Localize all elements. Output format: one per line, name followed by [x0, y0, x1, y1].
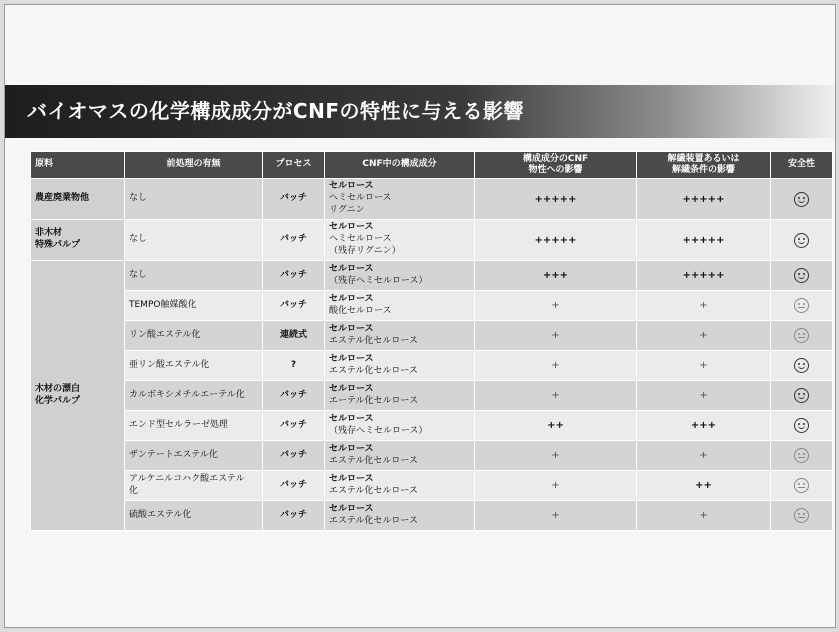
- component-secondary: エステル化セルロース: [329, 515, 418, 526]
- safety-cell: [771, 381, 833, 411]
- pretreatment-cell: アルケニルコハク酸エステル 化: [125, 471, 263, 501]
- raw-material-cell: 木材の漂白 化学パルプ: [31, 261, 125, 531]
- components-cell: [325, 321, 475, 351]
- process-cell: バッチ: [263, 179, 325, 220]
- component-secondary: 酸化セルロース: [329, 305, 392, 316]
- component-secondary: エステル化セルロース: [329, 485, 418, 496]
- header-row: [31, 152, 833, 179]
- table-row: [31, 501, 833, 531]
- component-primary: セルロース: [329, 383, 374, 394]
- fibrillation-effect-cell: +++++: [637, 179, 771, 220]
- header-process: プロセス: [263, 152, 325, 179]
- component-primary: セルロース: [329, 443, 374, 454]
- table-row: [31, 179, 833, 220]
- safety-cell: [771, 471, 833, 501]
- components-cell: [325, 411, 475, 441]
- slide-page: [4, 4, 836, 628]
- slide-title: バイオマスの化学構成成分がCNFの特性に与える影響: [27, 99, 524, 123]
- header-safety: 安全性: [771, 152, 833, 179]
- fibrillation-effect-cell: +: [637, 441, 771, 471]
- safety-cell: [771, 321, 833, 351]
- property-effect-cell: +++: [475, 261, 637, 291]
- table-row: [31, 220, 833, 261]
- process-cell: ?: [263, 351, 325, 381]
- property-effect-cell: +: [475, 441, 637, 471]
- component-secondary: エーテル化セルロース: [329, 395, 419, 406]
- safety-cell: [771, 291, 833, 321]
- components-cell: [325, 179, 475, 220]
- component-secondary: （残存ヘミセルロース）: [329, 275, 428, 286]
- component-secondary: ヘミセルロース （残存リグニン）: [329, 234, 401, 256]
- property-effect-cell: +: [475, 351, 637, 381]
- process-cell: バッチ: [263, 441, 325, 471]
- components-cell: [325, 381, 475, 411]
- safety-cell: [771, 179, 833, 220]
- header-components: CNF中の構成成分: [325, 152, 475, 179]
- property-effect-cell: ++: [475, 411, 637, 441]
- neutral-face-icon: [794, 328, 809, 343]
- table-row: [31, 471, 833, 501]
- fibrillation-effect-cell: +: [637, 291, 771, 321]
- process-cell: バッチ: [263, 411, 325, 441]
- components-cell: [325, 261, 475, 291]
- pretreatment-cell: 亜リン酸エステル化: [125, 351, 263, 381]
- fibrillation-effect-cell: +++++: [637, 261, 771, 291]
- table-row: [31, 381, 833, 411]
- component-secondary: エステル化セルロース: [329, 335, 418, 346]
- safety-cell: [771, 441, 833, 471]
- smiley-face-icon: [794, 388, 809, 403]
- title-bar: [5, 85, 835, 138]
- fibrillation-effect-cell: ++: [637, 471, 771, 501]
- safety-cell: [771, 501, 833, 531]
- component-primary: セルロース: [329, 353, 374, 364]
- safety-cell: [771, 411, 833, 441]
- pretreatment-cell: リン酸エステル化: [125, 321, 263, 351]
- header-pretreatment: 前処理の有無: [125, 152, 263, 179]
- table-row: [31, 441, 833, 471]
- component-secondary: （残存ヘミセルロース）: [329, 425, 428, 436]
- components-cell: [325, 351, 475, 381]
- component-primary: セルロース: [329, 413, 374, 424]
- pretreatment-cell: なし: [125, 220, 263, 261]
- process-cell: バッチ: [263, 381, 325, 411]
- component-primary: セルロース: [329, 181, 374, 192]
- table-row: [31, 321, 833, 351]
- component-secondary: ヘミセルロース リグニン: [329, 193, 392, 215]
- fibrillation-effect-cell: +: [637, 351, 771, 381]
- header-property-effect: 構成成分のCNF 物性への影響: [475, 152, 637, 179]
- neutral-face-icon: [794, 298, 809, 313]
- component-primary: セルロース: [329, 503, 374, 514]
- property-effect-cell: +: [475, 291, 637, 321]
- smiley-face-icon: [794, 233, 809, 248]
- property-effect-cell: +: [475, 501, 637, 531]
- header-raw-material: 原料: [31, 152, 125, 179]
- smiley-face-icon: [794, 418, 809, 433]
- safety-cell: [771, 220, 833, 261]
- property-effect-cell: +++++: [475, 179, 637, 220]
- component-primary: セルロース: [329, 293, 374, 304]
- pretreatment-cell: TEMPO触媒酸化: [125, 291, 263, 321]
- neutral-face-icon: [794, 478, 809, 493]
- component-primary: セルロース: [329, 473, 374, 484]
- raw-material-cell: 農産廃業物他: [31, 179, 125, 220]
- pretreatment-cell: なし: [125, 261, 263, 291]
- components-cell: [325, 441, 475, 471]
- neutral-face-icon: [794, 448, 809, 463]
- process-cell: バッチ: [263, 261, 325, 291]
- pretreatment-cell: 硫酸エステル化: [125, 501, 263, 531]
- process-cell: バッチ: [263, 501, 325, 531]
- fibrillation-effect-cell: +: [637, 381, 771, 411]
- process-cell: バッチ: [263, 291, 325, 321]
- table-row: [31, 351, 833, 381]
- components-cell: [325, 471, 475, 501]
- component-primary: セルロース: [329, 323, 374, 334]
- pretreatment-cell: なし: [125, 179, 263, 220]
- component-secondary: エステル化セルロース: [329, 455, 418, 466]
- safety-cell: [771, 351, 833, 381]
- header-fibrillation-effect: 解繊装置あるいは 解繊条件の影響: [637, 152, 771, 179]
- cnf-impact-table: [30, 151, 833, 531]
- smiley-face-icon: [794, 192, 809, 207]
- property-effect-cell: +: [475, 321, 637, 351]
- component-primary: セルロース: [329, 222, 374, 233]
- components-cell: [325, 291, 475, 321]
- property-effect-cell: +: [475, 381, 637, 411]
- smiley-face-icon: [794, 268, 809, 283]
- property-effect-cell: +++++: [475, 220, 637, 261]
- fibrillation-effect-cell: +: [637, 501, 771, 531]
- process-cell: バッチ: [263, 220, 325, 261]
- table-row: [31, 261, 833, 291]
- components-cell: [325, 220, 475, 261]
- fibrillation-effect-cell: +++++: [637, 220, 771, 261]
- pretreatment-cell: ザンテートエステル化: [125, 441, 263, 471]
- safety-cell: [771, 261, 833, 291]
- table-row: [31, 291, 833, 321]
- process-cell: 連続式: [263, 321, 325, 351]
- table-row: [31, 411, 833, 441]
- process-cell: バッチ: [263, 471, 325, 501]
- fibrillation-effect-cell: +++: [637, 411, 771, 441]
- components-cell: [325, 501, 475, 531]
- component-secondary: エステル化セルロース: [329, 365, 418, 376]
- raw-material-cell: 非木材 特殊パルプ: [31, 220, 125, 261]
- property-effect-cell: +: [475, 471, 637, 501]
- pretreatment-cell: カルボキシメチルエーテル化: [125, 381, 263, 411]
- fibrillation-effect-cell: +: [637, 321, 771, 351]
- smiley-face-icon: [794, 358, 809, 373]
- neutral-face-icon: [794, 508, 809, 523]
- pretreatment-cell: エンド型セルラーゼ処理: [125, 411, 263, 441]
- component-primary: セルロース: [329, 263, 374, 274]
